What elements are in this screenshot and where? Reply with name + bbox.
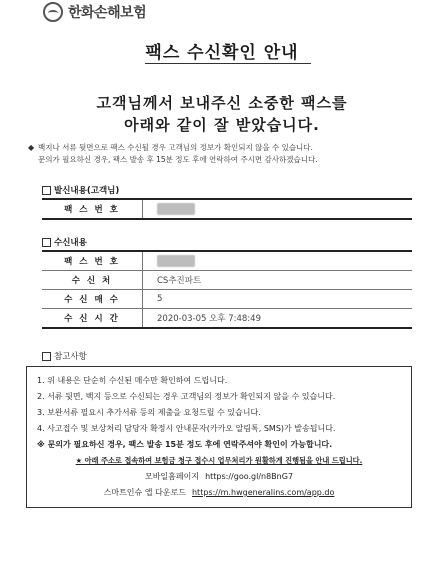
reference-section-heading bbox=[42, 350, 87, 362]
receiver-fax-value bbox=[143, 251, 413, 271]
table-row bbox=[42, 251, 412, 271]
receiver-dest-label: 수 신 처 bbox=[42, 271, 143, 290]
hanwha-logo-icon bbox=[43, 2, 63, 22]
company-name: 한화손해보험 bbox=[68, 5, 147, 21]
reference-item-2: 2. 서류 뒷면, 백지 등으로 수신되는 경우 고객님의 정보가 확인되지 않을 수 있습니다. bbox=[37, 392, 336, 401]
sender-section-heading bbox=[42, 184, 119, 196]
table-row bbox=[42, 271, 412, 290]
checkbox-icon bbox=[42, 186, 51, 195]
reference-underline-note: ★ 아래 주소로 접속하여 보험금 청구 접수시 업무처리가 원활하게 진행됨을 안내 드립니다. bbox=[75, 456, 363, 465]
reference-heading-text: 참고사항 bbox=[54, 352, 87, 362]
reference-item-1: 1. 위 내용은 단순히 수신된 매수만 확인하여 드립니다. bbox=[37, 376, 228, 385]
headline-line-1: 고객님께서 보내주신 소중한 팩스를 bbox=[96, 94, 348, 112]
notice-line-1: 백지나 서류 뒷면으로 팩스 수신될 경우 고객님의 정보가 확인되지 않을 수 있습니다. bbox=[38, 143, 313, 152]
app-download-line bbox=[27, 485, 411, 501]
receiver-pages-value: 5 bbox=[143, 290, 413, 309]
redacted-fax-number bbox=[157, 255, 195, 267]
reference-item-4: 4. 사고접수 및 보상처리 담당자 확정시 안내문자(카카오 알림톡, SMS)가 발송됩니다. bbox=[37, 424, 336, 433]
receiver-table bbox=[42, 250, 412, 329]
sender-fax-value bbox=[143, 199, 413, 219]
reference-box bbox=[26, 366, 412, 508]
table-row bbox=[42, 290, 412, 309]
mobile-homepage-link[interactable]: https://goo.gl/n8BnG7 bbox=[205, 472, 294, 481]
app-download-label: 스마트인슈 앱 다운로드 bbox=[103, 488, 186, 497]
receiver-time-value: 2020-03-05 오후 7:48:49 bbox=[143, 309, 413, 329]
receiver-time-label: 수 신 시 간 bbox=[42, 309, 143, 329]
notice bbox=[28, 142, 428, 166]
mobile-homepage-line bbox=[27, 469, 411, 485]
checkbox-icon bbox=[42, 352, 51, 361]
sender-table bbox=[42, 198, 412, 220]
reference-item-3: 3. 보완서류 필요시 추가서류 등의 제출을 요청드릴 수 있습니다. bbox=[37, 408, 261, 417]
table-row bbox=[42, 309, 412, 329]
page-title: 팩스 수신확인 안내 bbox=[145, 43, 299, 63]
redacted-fax-number bbox=[157, 203, 195, 215]
checkbox-icon bbox=[42, 238, 51, 247]
reference-emphasis: ※ 문의가 필요하신 경우, 팩스 발송 15분 정도 후에 연락주셔야 확인이 가능합니다. bbox=[37, 440, 333, 449]
receiver-dest-value: CS추진파트 bbox=[143, 271, 413, 290]
sender-fax-label: 팩 스 번 호 bbox=[42, 199, 143, 219]
receiver-section-heading bbox=[42, 236, 87, 248]
sender-heading-text: 발신내용(고객님) bbox=[54, 186, 120, 196]
notice-bullet-icon: ◆ bbox=[28, 143, 35, 152]
table-row bbox=[42, 199, 412, 219]
mobile-homepage-label: 모바일홈페이지 bbox=[144, 472, 200, 481]
receiver-pages-label: 수 신 매 수 bbox=[42, 290, 143, 309]
headline-line-2: 아래와 같이 잘 받았습니다. bbox=[124, 116, 320, 134]
company-logo bbox=[43, 2, 146, 22]
notice-line-2: 문의가 필요하신 경우, 팩스 발송 후 15분 정도 후에 연락하여 주시면 감사하겠습니다. bbox=[38, 155, 318, 164]
receiver-heading-text: 수신내용 bbox=[54, 238, 87, 248]
title-underline bbox=[145, 63, 311, 64]
app-download-link[interactable]: https://m.hwgeneralins.com/app.do bbox=[191, 488, 335, 497]
receiver-fax-label: 팩 스 번 호 bbox=[42, 251, 143, 271]
